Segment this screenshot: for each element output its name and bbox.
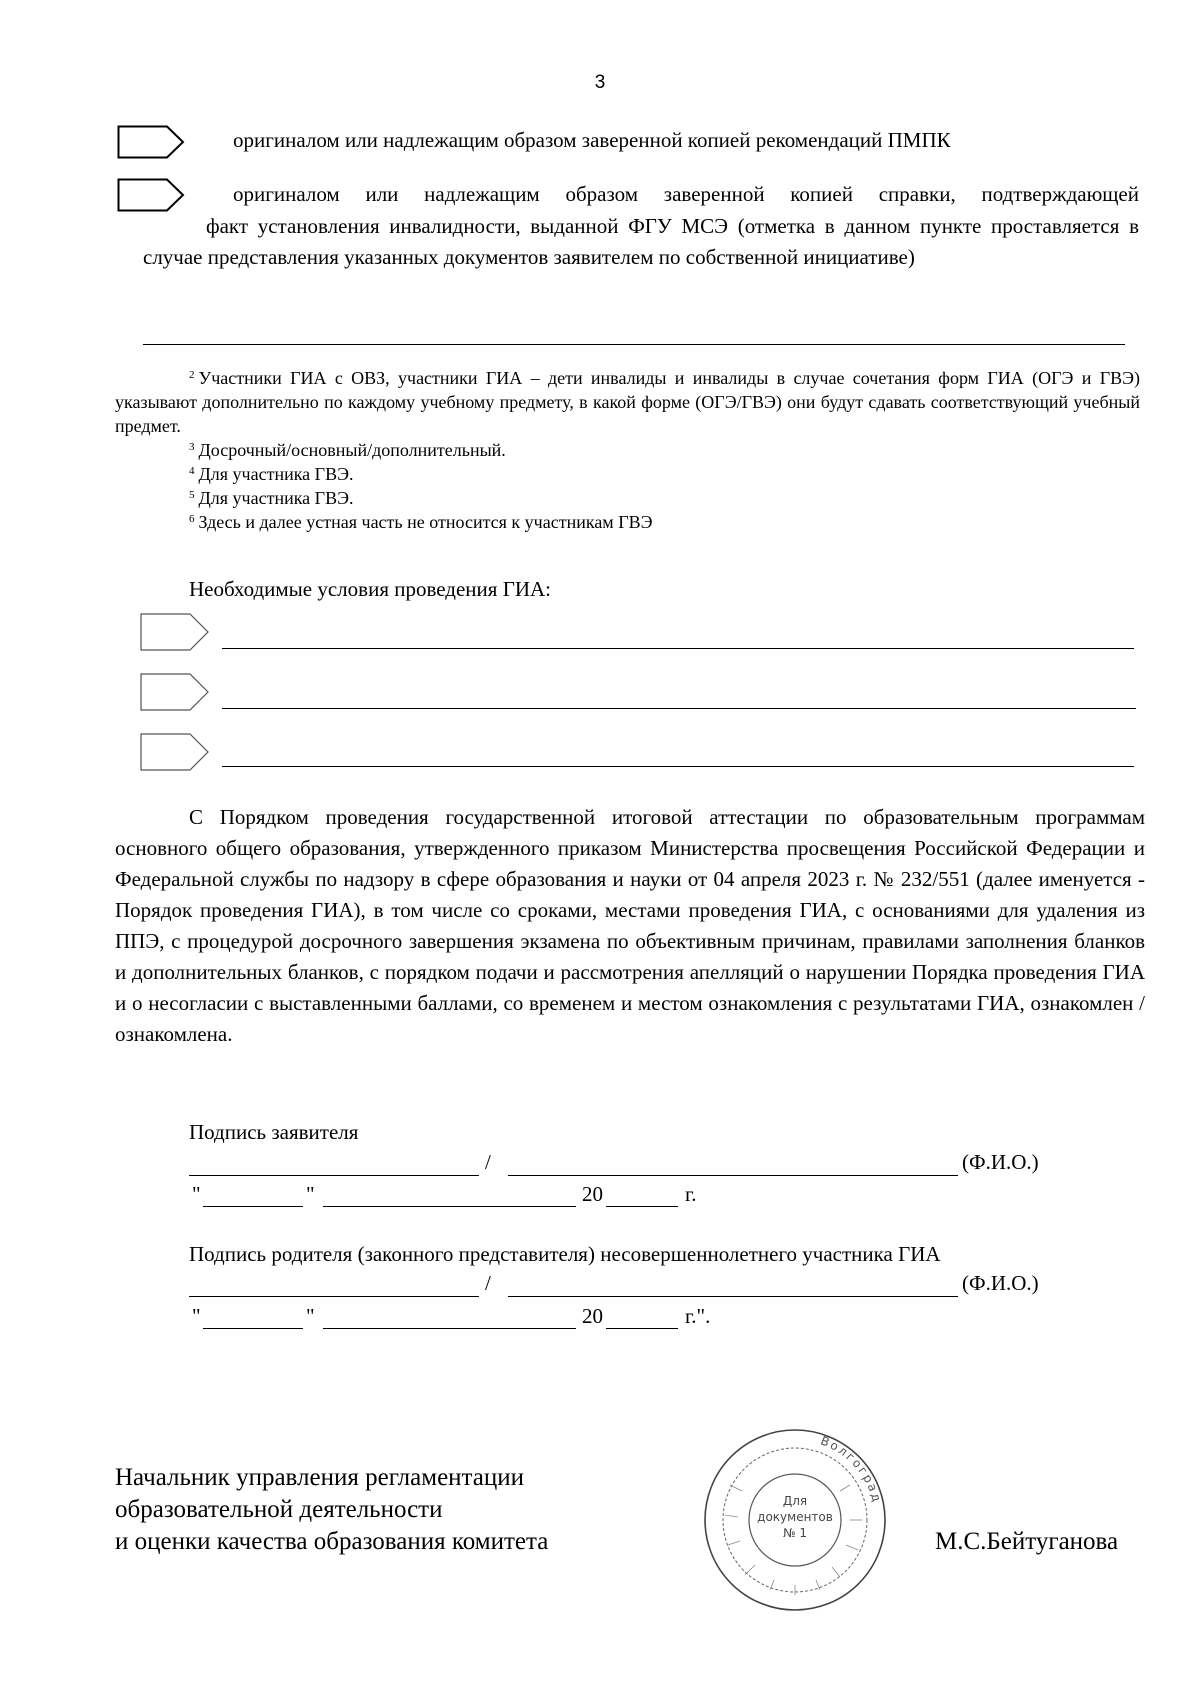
footnote-3 (189, 438, 506, 462)
date-year-suffix: г.". (685, 1304, 711, 1328)
stamp-center-line2: документов (757, 1510, 833, 1524)
parent-signature-label: Подпись родителя (законного представителя) несовершеннолетнего участника ГИА (189, 1242, 941, 1266)
footnote-text: Для участника ГВЭ. (198, 488, 354, 508)
footnote-text: Досрочный/основный/дополнительный. (198, 440, 506, 460)
acknowledgement-paragraph: С Порядком проведения государственной итоговой аттестации по образовательным программам основного общего образования, утвержденного приказом Министерства просвещения Российской Федерации и Федеральной службы по надзору в сфере образования и науки от 04 апреля 2023 г. № 232/551 (далее именуется - Порядок проведения ГИА), в том числе со сроками, местами проведения ГИА, с основаниями для удаления из ППЭ, с процедурой досрочного завершения экзамена по объективным причинам, правилами заполнения бланков и дополнительных бланков, с порядком подачи и рассмотрения апелляций о нарушении Порядка проведения ГИА и о несогласии с выставленными баллами, со временем и местом ознакомления с результатами ГИА, ознакомлен / ознакомлена. (115, 805, 1145, 1046)
condition-line[interactable] (222, 708, 1136, 709)
footnote-number: 3 (189, 441, 195, 453)
date-month-line[interactable] (323, 1328, 576, 1329)
stamp-ring-text: Волгоград (818, 1433, 885, 1506)
date-quote-open: " (192, 1304, 201, 1328)
date-quote-close: " (306, 1304, 315, 1328)
footnote-number: 4 (189, 465, 195, 477)
checkbox-arrow-icon[interactable] (117, 125, 185, 159)
date-year-line[interactable] (606, 1328, 678, 1329)
date-year-prefix: 20 (582, 1304, 603, 1328)
checkbox-item-msе-line1: оригиналом или надлежащим образом заверенной копией справки, подтверждающей (233, 182, 1139, 206)
condition-line[interactable] (222, 648, 1134, 649)
condition-line[interactable] (222, 766, 1134, 767)
footnote-5 (189, 486, 353, 510)
checkbox-item-pmpk: оригиналом или надлежащим образом заверенной копией рекомендаций ПМПК (233, 128, 951, 152)
svg-text:Волгоград (819, 1434, 885, 1505)
footnote-text: Участники ГИА с ОВЗ, участники ГИА – дети инвалиды и инвалиды в случае сочетания форм ГИА (ОГЭ и ГВЭ) указывают дополнительно по каждому учебному предмету, в какой форме (ОГЭ/ГВЭ) они будут сдавать соответствующий учебный предмет. (115, 368, 1140, 436)
checkbox-arrow-icon[interactable] (140, 613, 210, 651)
page-number: 3 (594, 72, 606, 93)
official-stamp (700, 1425, 890, 1615)
date-day-line[interactable] (203, 1206, 303, 1207)
date-year-suffix: г. (685, 1182, 697, 1206)
footnote-number: 6 (189, 513, 195, 525)
signatory-name: М.С.Бейтуганова (935, 1528, 1119, 1555)
checkbox-arrow-icon[interactable] (140, 673, 210, 711)
footnote-number: 2 (189, 369, 195, 381)
footnote-number: 5 (189, 489, 195, 501)
applicant-signature-line[interactable] (189, 1175, 479, 1176)
footnote-2 (115, 366, 1140, 438)
date-day-line[interactable] (203, 1328, 303, 1329)
checkbox-arrow-icon[interactable] (117, 178, 185, 212)
footnote-separator (143, 344, 1125, 345)
parent-fio-line[interactable] (508, 1296, 958, 1297)
footnote-text: Здесь и далее устная часть не относится к участникам ГВЭ (198, 512, 653, 532)
applicant-signature-label: Подпись заявителя (189, 1120, 359, 1144)
footnote-text: Для участника ГВЭ. (198, 464, 354, 484)
signature-slash: / (485, 1271, 491, 1295)
position-title-line3: и оценки качества образования комитета (115, 1528, 549, 1555)
conditions-label: Необходимые условия проведения ГИА: (189, 577, 551, 601)
checkbox-arrow-icon[interactable] (140, 733, 210, 771)
date-year-line[interactable] (606, 1206, 678, 1207)
checkbox-item-mse-rest: факт установления инвалидности, выданной ФГУ МСЭ (отметка в данном пункте проставляется в случае представления указанных документов заявителем по собственной инициативе) (143, 214, 1139, 269)
date-quote-open: " (192, 1182, 201, 1206)
signature-slash: / (485, 1150, 491, 1174)
stamp-center-line3: № 1 (783, 1526, 807, 1540)
stamp-center-line1: Для (782, 1494, 808, 1508)
footnote-4 (189, 462, 353, 486)
footnote-6 (189, 510, 653, 534)
date-quote-close: " (306, 1182, 315, 1206)
fio-label: (Ф.И.О.) (962, 1150, 1039, 1174)
parent-signature-line[interactable] (189, 1296, 479, 1297)
fio-label: (Ф.И.О.) (962, 1271, 1039, 1295)
applicant-fio-line[interactable] (508, 1175, 958, 1176)
position-title-line2: образовательной деятельности (115, 1496, 443, 1523)
position-title-line1: Начальник управления регламентации (115, 1464, 525, 1491)
date-year-prefix: 20 (582, 1182, 603, 1206)
date-month-line[interactable] (323, 1206, 576, 1207)
